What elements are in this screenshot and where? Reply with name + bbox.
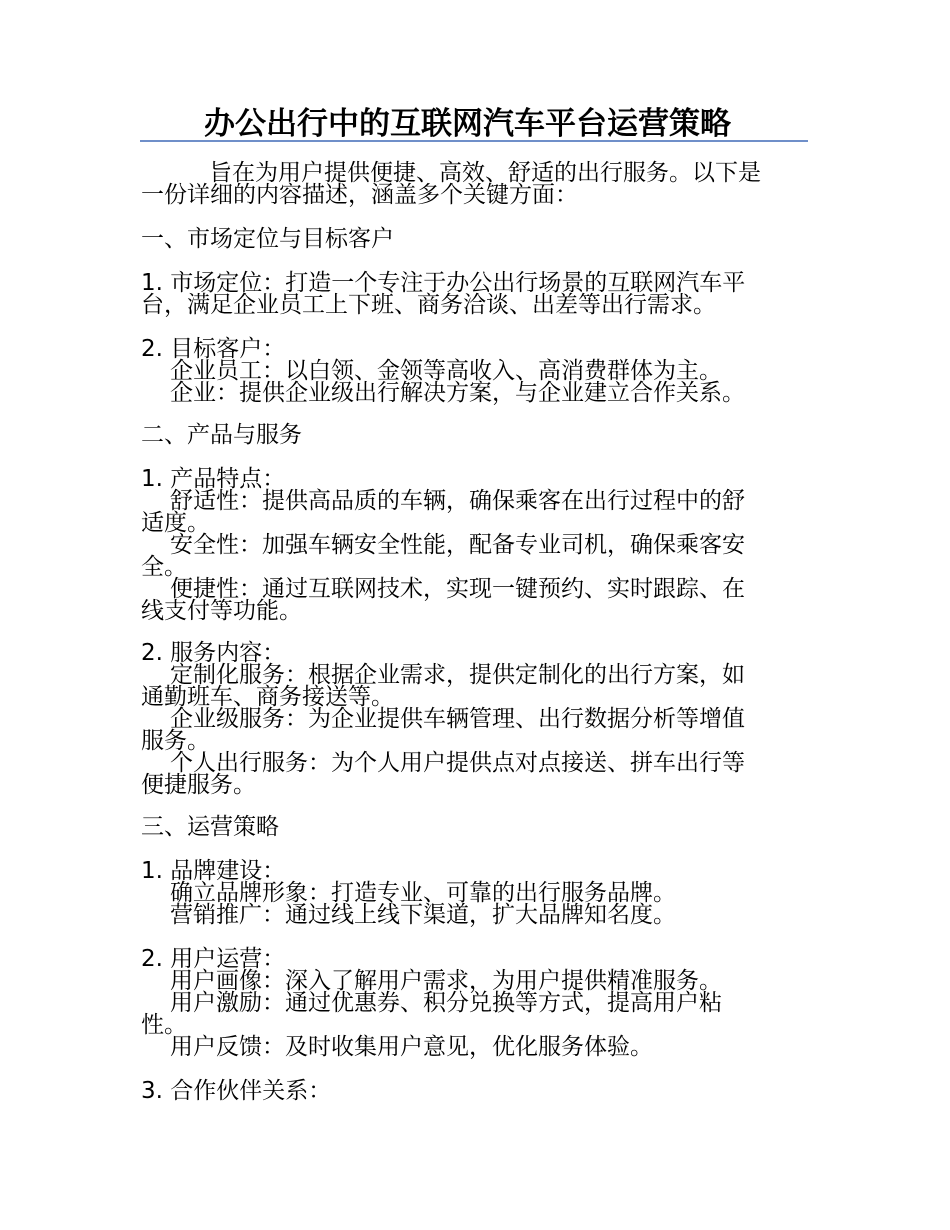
intro-line: 旨在为用户提供便捷、高效、舒适的出行服务。以下是 xyxy=(209,160,761,186)
list-item: 1. 产品特点： xyxy=(141,466,286,492)
list-item-continued: 台，满足企业员工上下班、商务洽谈、出差等出行需求。 xyxy=(141,292,716,318)
sub-item-continued: 线支付等功能。 xyxy=(141,598,302,624)
sub-item: 安全性：加强车辆安全性能，配备专业司机，确保乘客安 xyxy=(170,532,745,558)
section-heading: 三、运营策略 xyxy=(141,814,279,840)
sub-item: 用户反馈：及时收集用户意见，优化服务体验。 xyxy=(170,1034,653,1060)
sub-item-continued: 通勤班车、商务接送等。 xyxy=(141,684,394,710)
sub-item-continued: 服务。 xyxy=(141,728,210,754)
sub-item: 用户画像：深入了解用户需求，为用户提供精准服务。 xyxy=(170,968,722,994)
sub-item: 便捷性：通过互联网技术，实现一键预约、实时跟踪、在 xyxy=(170,576,745,602)
sub-item-continued: 性。 xyxy=(141,1012,187,1038)
sub-item-continued: 全。 xyxy=(141,554,187,580)
list-item: 1. 市场定位：打造一个专注于办公出行场景的互联网汽车平 xyxy=(141,270,746,296)
sub-item: 定制化服务：根据企业需求，提供定制化的出行方案，如 xyxy=(170,662,745,688)
list-item: 2. 用户运营： xyxy=(141,946,286,972)
section-heading: 二、产品与服务 xyxy=(141,422,302,448)
sub-item: 个人出行服务：为个人用户提供点对点接送、拼车出行等 xyxy=(170,750,745,776)
sub-item-continued: 适度。 xyxy=(141,510,210,536)
list-item: 3. 合作伙伴关系： xyxy=(141,1078,332,1104)
list-item: 2. 目标客户： xyxy=(141,336,286,362)
sub-item: 确立品牌形象：打造专业、可靠的出行服务品牌。 xyxy=(170,880,676,906)
sub-item: 企业级服务：为企业提供车辆管理、出行数据分析等增值 xyxy=(170,706,745,732)
intro-line: 一份详细的内容描述，涵盖多个关键方面： xyxy=(141,182,578,208)
document-title: 办公出行中的互联网汽车平台运营策略 xyxy=(204,106,731,142)
title-underline xyxy=(140,140,808,142)
sub-item: 企业员工：以白领、金领等高收入、高消费群体为主。 xyxy=(170,358,722,384)
list-item: 2. 服务内容： xyxy=(141,640,286,666)
sub-item-continued: 便捷服务。 xyxy=(141,772,256,798)
sub-item: 企业：提供企业级出行解决方案，与企业建立合作关系。 xyxy=(170,380,745,406)
sub-item: 用户激励：通过优惠券、积分兑换等方式，提高用户粘 xyxy=(170,990,722,1016)
sub-item: 舒适性：提供高品质的车辆，确保乘客在出行过程中的舒 xyxy=(170,488,745,514)
list-item: 1. 品牌建设： xyxy=(141,858,286,884)
sub-item: 营销推广：通过线上线下渠道，扩大品牌知名度。 xyxy=(170,902,676,928)
section-heading: 一、市场定位与目标客户 xyxy=(141,226,394,252)
